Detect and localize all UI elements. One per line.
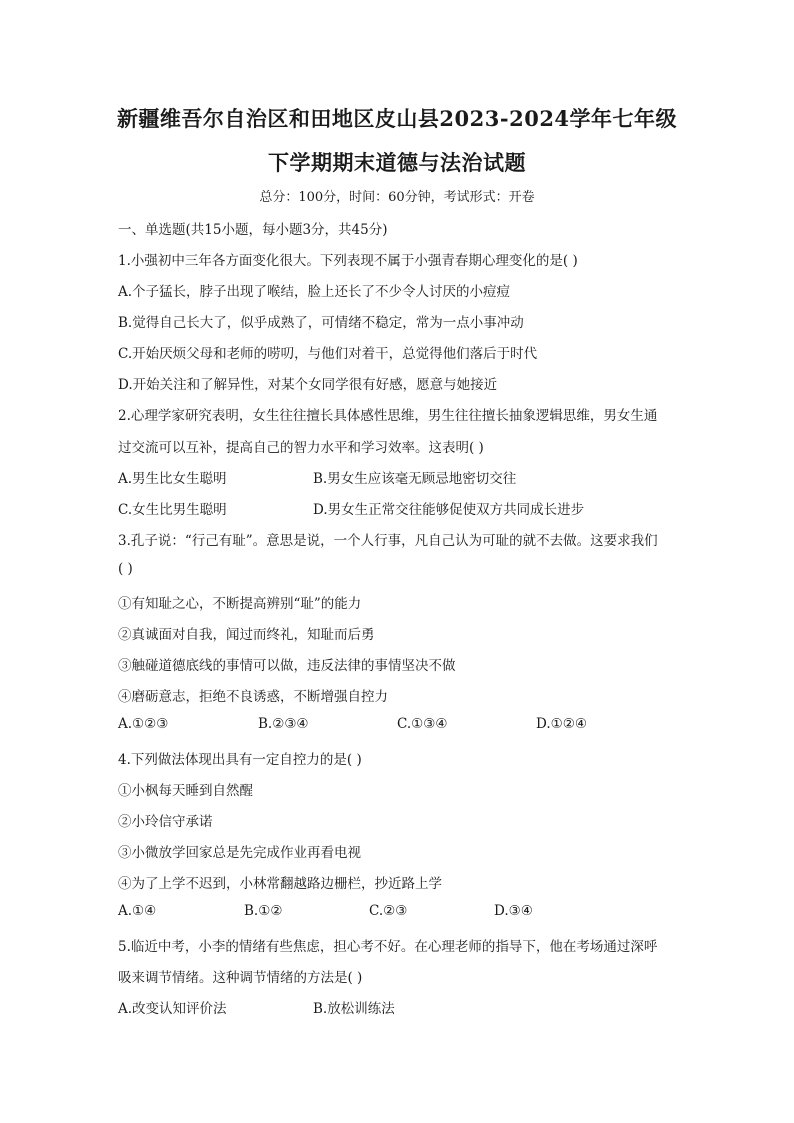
q3-option-c: C.①③④ <box>397 716 448 732</box>
q4-stem: 4.下列做法体现出具有一定自控力的是( ) <box>118 752 362 768</box>
q4-option-a: A.①④ <box>118 903 157 919</box>
q4-statement-2: ②小玲信守承诺 <box>118 814 213 830</box>
q3-option-a: A.①②③ <box>118 716 169 732</box>
q1-option-c: C.开始厌烦父母和老师的唠叨，与他们对着干，总觉得他们落后于时代 <box>118 346 538 362</box>
q1-option-d: D.开始关注和了解异性，对某个女同学很有好感，愿意与她接近 <box>118 377 498 393</box>
q3-statement-3: ③触碰道德底线的事情可以做，违反法律的事情坚决不做 <box>118 658 456 674</box>
q5-stem-line-2: 吸来调节情绪。这种调节情绪的方法是( ) <box>118 970 363 986</box>
q4-statement-1: ①小枫每天睡到自然醒 <box>118 783 253 799</box>
exam-title-line-1: 新疆维吾尔自治区和田地区皮山县2023-2024学年七年级 <box>116 106 678 131</box>
q3-statement-1: ①有知耻之心，不断提高辨别“耻”的能力 <box>118 596 362 612</box>
q4-statement-3: ③小微放学回家总是先完成作业再看电视 <box>118 845 361 861</box>
q5-option-a: A.改变认知评价法 <box>118 1001 227 1017</box>
q2-stem-line-2: 过交流可以互补，提高自己的智力水平和学习效率。这表明( ) <box>118 440 484 456</box>
q3-option-d: D.①②④ <box>536 716 587 732</box>
q1-stem: 1.小强初中三年各方面变化很大。下列表现不属于小强青春期心理变化的是( ) <box>118 253 578 269</box>
q3-statement-4: ④磨砺意志，拒绝不良诱惑，不断增强自控力 <box>118 689 388 705</box>
q1-option-a: A.个子猛长，脖子出现了喉结，脸上还长了不少令人讨厌的小痘痘 <box>118 284 511 300</box>
q4-option-d: D.③④ <box>494 903 533 919</box>
q2-stem-line-1: 2.心理学家研究表明，女生往往擅长具体感性思维，男生往往擅长抽象逻辑思维，男女生通 <box>118 408 658 424</box>
q1-option-b: B.觉得自己长大了，似乎成熟了，可情绪不稳定，常为一点小事冲动 <box>118 315 524 331</box>
exam-title-line-2: 下学期期末道德与法治试题 <box>268 150 526 175</box>
q3-option-b: B.②③④ <box>258 716 309 732</box>
q2-option-a: A.男生比女生聪明 <box>118 471 227 487</box>
q3-statement-2: ②真诚面对自我，闻过而终礼，知耻而后勇 <box>118 627 375 643</box>
q3-stem-line-1: 3.孔子说：“行己有耻”。意思是说，一个人行事，凡自己认为可耻的就不去做。这要求我们 <box>118 533 658 549</box>
exam-meta: 总分：100分，时间：60分钟，考试形式：开卷 <box>259 190 535 205</box>
q2-option-c: C.女生比男生聪明 <box>118 502 227 518</box>
section-heading: 一、单选题(共15小题，每小题3分，共45分) <box>118 222 388 238</box>
q5-option-b: B.放松训练法 <box>313 1001 395 1017</box>
q4-option-b: B.①② <box>244 903 283 919</box>
q2-option-b: B.男女生应该毫无顾忌地密切交往 <box>313 471 517 487</box>
q4-statement-4: ④为了上学不迟到，小林常翻越路边栅栏，抄近路上学 <box>118 876 442 892</box>
q5-stem-line-1: 5.临近中考，小李的情绪有些焦虑，担心考不好。在心理老师的指导下，他在考场通过深呼 <box>118 939 658 955</box>
q3-stem-line-2: ( ) <box>118 561 133 577</box>
q2-option-d: D.男女生正常交往能够促使双方共同成长进步 <box>313 502 585 518</box>
q4-option-c: C.②③ <box>369 903 408 919</box>
